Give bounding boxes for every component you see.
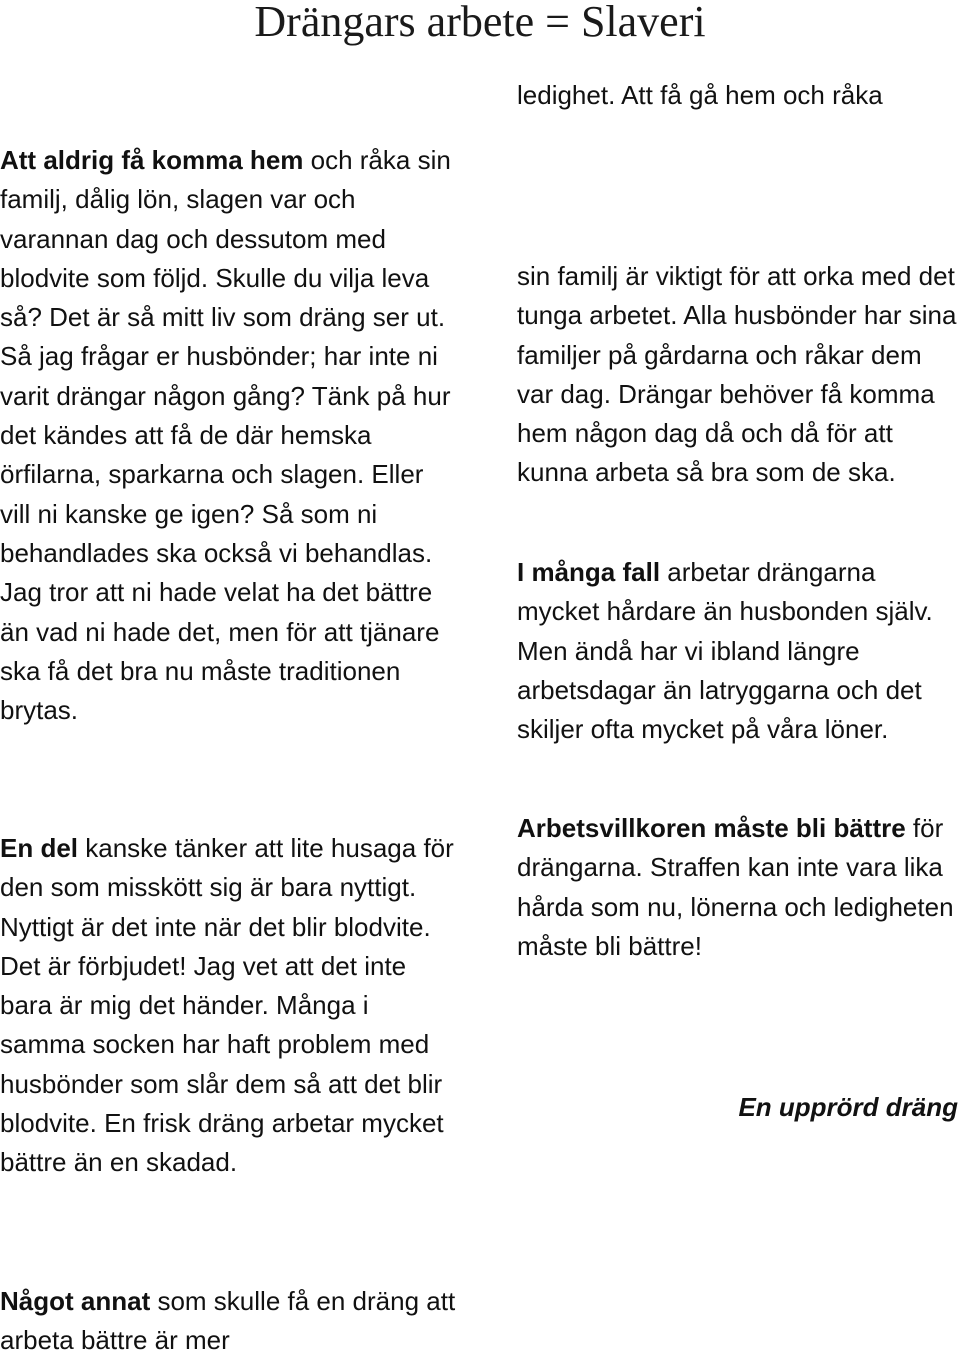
paragraph-lead: Arbetsvillkoren måste bli bättre	[517, 813, 906, 843]
signature: En upprörd dräng	[738, 1092, 958, 1122]
paragraph-lead: I många fall	[517, 557, 661, 587]
paragraph-lead: En del	[0, 833, 79, 863]
paragraph-2	[517, 553, 957, 749]
paragraph-continued: ledighet. Att få gå hem och råka	[517, 80, 883, 110]
page-title: Drängars arbete = Slaveri	[254, 0, 706, 46]
paragraph-text: kanske tänker att lite husaga för den som misskött sig är bara nyttigt. Nyttigt är det inte när det blir blodvite. Det är förbjudet! Jag vet att det inte bara är mig det händer. Många i samma socken har haft problem med husbönder som slår dem så att det blir blodvite. En frisk dräng arbetar mycket bättre än en skadad.	[0, 833, 454, 1178]
paragraph-2	[0, 829, 458, 1183]
paragraph-1	[0, 141, 458, 730]
right-column-top	[517, 76, 957, 115]
paragraph-1: sin familj är viktigt för att orka med det tunga arbetet. Alla husbönder har sina familjer på gårdarna och råkar dem var dag. Drängar behöver få komma hem någon dag då och då för att kunna arbeta så bra som de ska.	[517, 261, 957, 488]
paragraph-3	[0, 1282, 458, 1361]
paragraph-text: som skulle få en dräng att arbeta bättre är mer	[0, 1286, 456, 1356]
paragraph-3	[517, 809, 957, 966]
right-column-part-2	[517, 553, 957, 749]
paragraph-lead: Något annat	[0, 1286, 151, 1316]
paragraph-text: arbetar drängarna mycket hårdare än husbonden själv. Men ändå har vi ibland längre arbetsdagar än latryggarna och det skiljer ofta mycket på våra löner.	[517, 557, 933, 745]
right-column	[517, 257, 957, 493]
paragraph-text: och råka sin familj, dålig lön, slagen var och varannan dag och dessutom med blodvite som följd. Skulle du vilja leva så? Det är så mitt liv som dräng ser ut. Så jag frågar er husbönder; har inte ni varit drängar någon gång? Tänk på hur det kändes att få de där hemska örfilarna, sparkarna och slagen. Eller vill ni kanske ge igen? Så som ni behandlades ska också vi behandlas. Jag tror att ni hade velat ha det bättre än vad ni hade det, men för att tjänare ska få det bra nu måste traditionen brytas.	[0, 145, 451, 726]
right-column-part-3	[517, 809, 957, 966]
left-column-part-2	[0, 829, 458, 1183]
paragraph-lead: Att aldrig få komma hem	[0, 145, 304, 175]
left-column	[0, 141, 458, 730]
paragraph-text: för drängarna. Straffen kan inte vara lika hårda som nu, lönerna och ledigheten måste bli bättre!	[517, 813, 954, 961]
left-column-part-3	[0, 1282, 458, 1361]
